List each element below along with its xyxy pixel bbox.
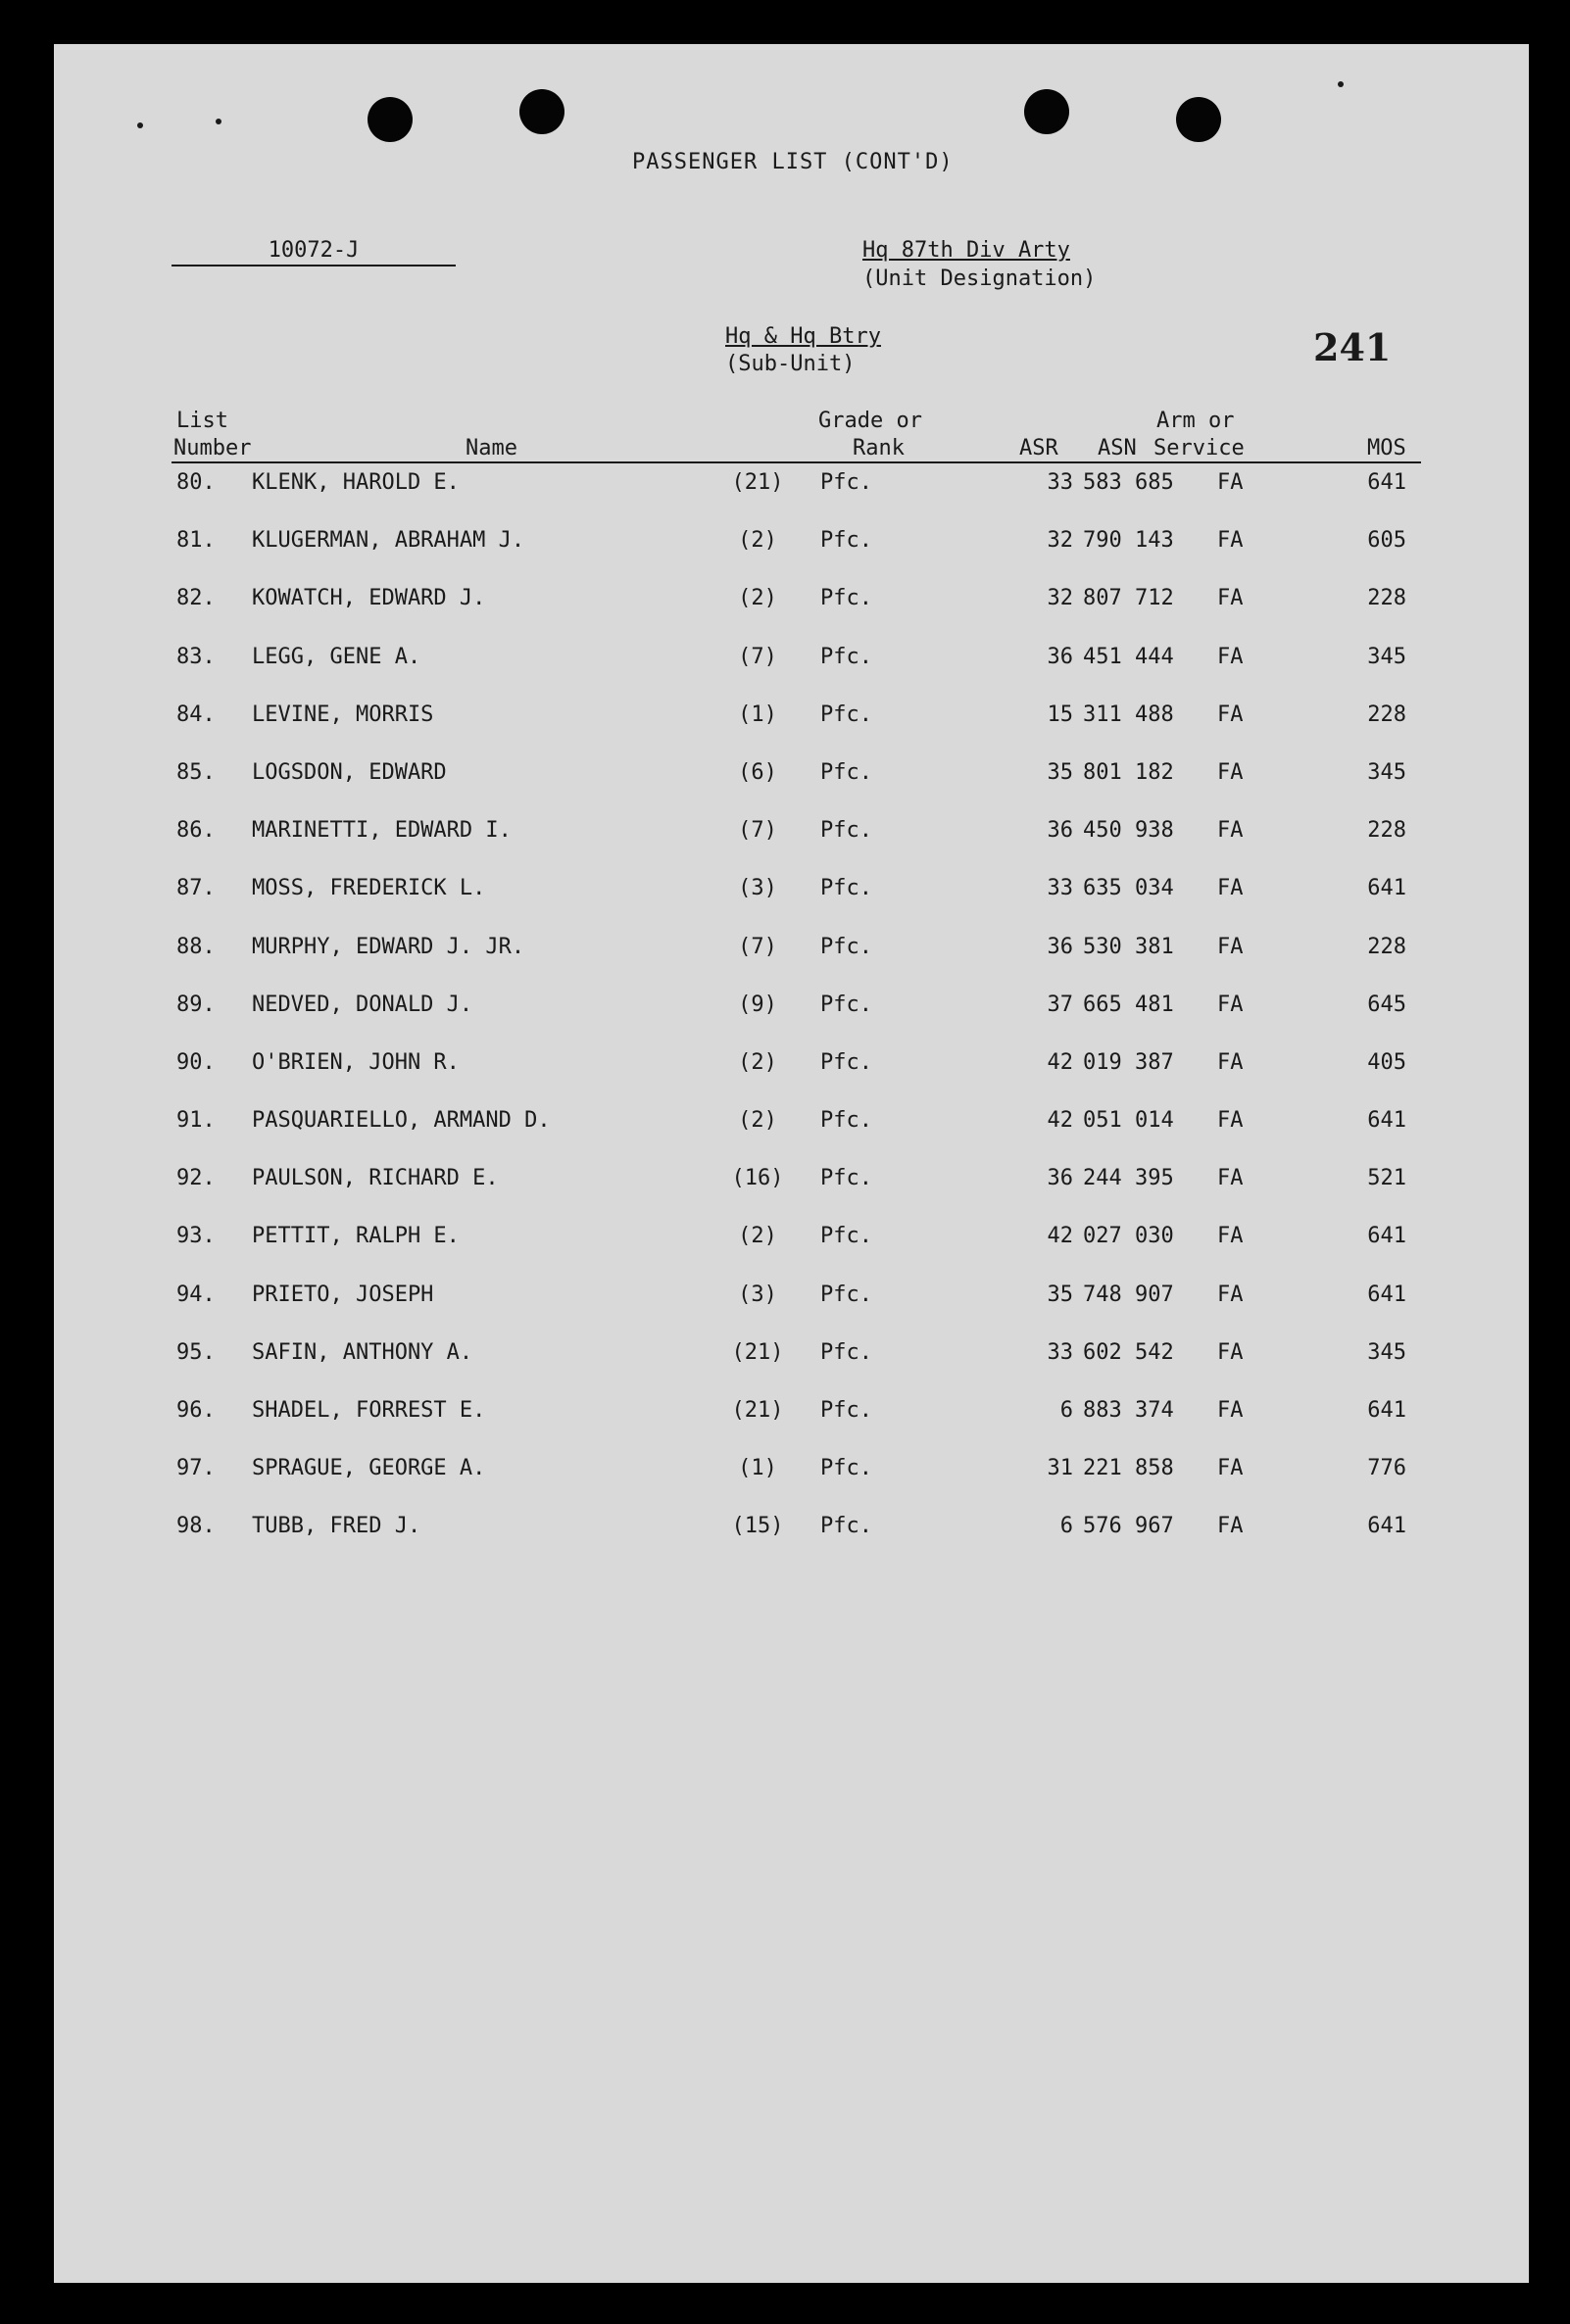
- mos-value: 641: [1367, 1514, 1406, 1539]
- table-row: [54, 989, 1529, 1046]
- asr-value: 32: [1047, 528, 1073, 554]
- arm-service: FA: [1217, 1339, 1244, 1365]
- arm-service: FA: [1217, 1398, 1244, 1423]
- asr-value: 36: [1047, 934, 1073, 959]
- table-row: [54, 1336, 1529, 1394]
- passenger-name: KLUGERMAN, ABRAHAM J.: [252, 528, 525, 554]
- code-number: (2): [738, 1049, 777, 1075]
- header-service: Service: [1153, 436, 1245, 460]
- arm-service: FA: [1217, 644, 1244, 669]
- asn-value: 807 712: [1083, 586, 1174, 611]
- grade-rank: Pfc.: [820, 470, 872, 495]
- list-number: 97.: [176, 1456, 216, 1481]
- list-number: 85.: [176, 759, 216, 785]
- header-asr: ASR: [1019, 436, 1058, 460]
- punch-hole: [1176, 97, 1221, 142]
- list-number: 82.: [176, 586, 216, 611]
- list-number: 87.: [176, 876, 216, 901]
- mos-value: 228: [1367, 818, 1406, 844]
- passenger-name: O'BRIEN, JOHN R.: [252, 1049, 460, 1075]
- arm-service: FA: [1217, 586, 1244, 611]
- table-row: [54, 641, 1529, 699]
- arm-service: FA: [1217, 702, 1244, 727]
- mos-value: 345: [1367, 1339, 1406, 1365]
- mos-value: 605: [1367, 528, 1406, 554]
- grade-rank: Pfc.: [820, 1398, 872, 1423]
- passenger-name: MARINETTI, EDWARD I.: [252, 818, 512, 844]
- arm-service: FA: [1217, 1224, 1244, 1249]
- list-number: 92.: [176, 1166, 216, 1191]
- mos-value: 641: [1367, 1398, 1406, 1423]
- code-number: (7): [738, 934, 777, 959]
- asr-value: 15: [1047, 702, 1073, 727]
- mos-value: 405: [1367, 1049, 1406, 1075]
- grade-rank: Pfc.: [820, 1456, 872, 1481]
- arm-service: FA: [1217, 992, 1244, 1017]
- unit-designation-caption: (Unit Designation): [862, 266, 1097, 291]
- asr-value: 33: [1047, 470, 1073, 495]
- asn-value: 530 381: [1083, 934, 1174, 959]
- ink-speck: [1338, 81, 1344, 87]
- document-title: PASSENGER LIST (CONT'D): [632, 150, 954, 174]
- list-number: 95.: [176, 1339, 216, 1365]
- list-number: 83.: [176, 644, 216, 669]
- asr-value: 6: [1059, 1398, 1073, 1423]
- passenger-name: MURPHY, EDWARD J. JR.: [252, 934, 525, 959]
- asr-value: 31: [1047, 1456, 1073, 1481]
- table-row: [54, 1394, 1529, 1452]
- code-number: (21): [731, 1398, 784, 1423]
- passenger-name: TUBB, FRED J.: [252, 1514, 421, 1539]
- passenger-name: LEVINE, MORRIS: [252, 702, 434, 727]
- code-number: (6): [738, 759, 777, 785]
- grade-rank: Pfc.: [820, 1514, 872, 1539]
- asr-value: 42: [1047, 1049, 1073, 1075]
- mos-value: 776: [1367, 1456, 1406, 1481]
- asn-value: 583 685: [1083, 470, 1174, 495]
- asn-value: 051 014: [1083, 1108, 1174, 1134]
- passenger-name: KOWATCH, EDWARD J.: [252, 586, 486, 611]
- arm-service: FA: [1217, 470, 1244, 495]
- grade-rank: Pfc.: [820, 818, 872, 844]
- asn-value: 451 444: [1083, 644, 1174, 669]
- table-row: [54, 872, 1529, 930]
- header-grade: Grade or: [818, 409, 922, 433]
- passenger-name: LEGG, GENE A.: [252, 644, 421, 669]
- passenger-name: PRIETO, JOSEPH: [252, 1282, 434, 1307]
- list-number: 96.: [176, 1398, 216, 1423]
- asn-value: 883 374: [1083, 1398, 1174, 1423]
- list-number: 93.: [176, 1224, 216, 1249]
- table-row: [54, 1162, 1529, 1220]
- table-row: [54, 1104, 1529, 1162]
- mos-value: 228: [1367, 934, 1406, 959]
- passenger-name: KLENK, HAROLD E.: [252, 470, 460, 495]
- passenger-name: NEDVED, DONALD J.: [252, 992, 473, 1017]
- asn-value: 019 387: [1083, 1049, 1174, 1075]
- code-number: (15): [731, 1514, 784, 1539]
- grade-rank: Pfc.: [820, 934, 872, 959]
- grade-rank: Pfc.: [820, 1224, 872, 1249]
- code-number: (7): [738, 644, 777, 669]
- grade-rank: Pfc.: [820, 1108, 872, 1134]
- code-number: (16): [731, 1166, 784, 1191]
- arm-service: FA: [1217, 1049, 1244, 1075]
- code-number: (2): [738, 1224, 777, 1249]
- list-number: 89.: [176, 992, 216, 1017]
- punch-hole: [368, 97, 413, 142]
- passenger-name: SPRAGUE, GEORGE A.: [252, 1456, 486, 1481]
- mos-value: 521: [1367, 1166, 1406, 1191]
- list-number: 81.: [176, 528, 216, 554]
- arm-service: FA: [1217, 1456, 1244, 1481]
- asr-value: 42: [1047, 1108, 1073, 1134]
- code-number: (2): [738, 528, 777, 554]
- ink-speck: [216, 119, 221, 124]
- asr-value: 37: [1047, 992, 1073, 1017]
- asr-value: 36: [1047, 644, 1073, 669]
- table-row: [54, 756, 1529, 814]
- asn-value: 748 907: [1083, 1282, 1174, 1307]
- table-row: [54, 1279, 1529, 1336]
- asr-value: 36: [1047, 818, 1073, 844]
- code-number: (1): [738, 702, 777, 727]
- asr-value: 33: [1047, 1339, 1073, 1365]
- passenger-name: PAULSON, RICHARD E.: [252, 1166, 499, 1191]
- asr-value: 6: [1059, 1514, 1073, 1539]
- code-number: (1): [738, 1456, 777, 1481]
- arm-service: FA: [1217, 876, 1244, 901]
- code-number: (2): [738, 586, 777, 611]
- ink-speck: [137, 122, 143, 128]
- asn-value: 221 858: [1083, 1456, 1174, 1481]
- table-row: [54, 1046, 1529, 1104]
- passenger-name: SAFIN, ANTHONY A.: [252, 1339, 473, 1365]
- asn-value: 576 967: [1083, 1514, 1174, 1539]
- grade-rank: Pfc.: [820, 586, 872, 611]
- grade-rank: Pfc.: [820, 1166, 872, 1191]
- code-number: (3): [738, 1282, 777, 1307]
- passenger-name: PASQUARIELLO, ARMAND D.: [252, 1108, 551, 1134]
- asr-value: 42: [1047, 1224, 1073, 1249]
- list-number: 90.: [176, 1049, 216, 1075]
- arm-service: FA: [1217, 528, 1244, 554]
- header-name: Name: [466, 436, 517, 460]
- arm-service: FA: [1217, 1108, 1244, 1134]
- asr-value: 35: [1047, 759, 1073, 785]
- header-number: Number: [173, 436, 252, 460]
- document-id: 10072-J: [172, 238, 456, 266]
- sub-unit-caption: (Sub-Unit): [725, 352, 856, 376]
- asn-value: 027 030: [1083, 1224, 1174, 1249]
- sub-unit: Hq & Hq Btry: [725, 324, 881, 349]
- table-row: [54, 931, 1529, 989]
- list-number: 80.: [176, 470, 216, 495]
- arm-service: FA: [1217, 1282, 1244, 1307]
- header-arm: Arm or: [1156, 409, 1235, 433]
- grade-rank: Pfc.: [820, 1339, 872, 1365]
- mos-value: 645: [1367, 992, 1406, 1017]
- header-asn: ASN: [1098, 436, 1137, 460]
- asn-value: 602 542: [1083, 1339, 1174, 1365]
- mos-value: 228: [1367, 702, 1406, 727]
- table-row: [54, 582, 1529, 640]
- document-page: [54, 44, 1529, 2283]
- grade-rank: Pfc.: [820, 1282, 872, 1307]
- code-number: (3): [738, 876, 777, 901]
- asn-value: 635 034: [1083, 876, 1174, 901]
- grade-rank: Pfc.: [820, 876, 872, 901]
- passenger-name: MOSS, FREDERICK L.: [252, 876, 486, 901]
- list-number: 84.: [176, 702, 216, 727]
- asr-value: 32: [1047, 586, 1073, 611]
- arm-service: FA: [1217, 1166, 1244, 1191]
- list-number: 98.: [176, 1514, 216, 1539]
- mos-value: 345: [1367, 644, 1406, 669]
- asr-value: 35: [1047, 1282, 1073, 1307]
- punch-hole: [519, 89, 564, 134]
- mos-value: 228: [1367, 586, 1406, 611]
- asn-value: 665 481: [1083, 992, 1174, 1017]
- list-number: 86.: [176, 818, 216, 844]
- header-mos: MOS: [1367, 436, 1406, 460]
- header-list: List: [176, 409, 228, 433]
- unit-designation: Hq 87th Div Arty: [862, 238, 1070, 263]
- table-row: [54, 814, 1529, 872]
- grade-rank: Pfc.: [820, 992, 872, 1017]
- grade-rank: Pfc.: [820, 1049, 872, 1075]
- arm-service: FA: [1217, 818, 1244, 844]
- asn-value: 790 143: [1083, 528, 1174, 554]
- grade-rank: Pfc.: [820, 528, 872, 554]
- asn-value: 450 938: [1083, 818, 1174, 844]
- passenger-name: LOGSDON, EDWARD: [252, 759, 447, 785]
- code-number: (2): [738, 1108, 777, 1134]
- mos-value: 641: [1367, 1282, 1406, 1307]
- list-number: 91.: [176, 1108, 216, 1134]
- mos-value: 641: [1367, 1224, 1406, 1249]
- table-row: [54, 466, 1529, 524]
- asn-value: 801 182: [1083, 759, 1174, 785]
- mos-value: 641: [1367, 1108, 1406, 1134]
- asn-value: 311 488: [1083, 702, 1174, 727]
- asr-value: 36: [1047, 1166, 1073, 1191]
- mos-value: 641: [1367, 470, 1406, 495]
- table-row: [54, 699, 1529, 756]
- table-row: [54, 1510, 1529, 1568]
- page-number: 241: [1313, 325, 1392, 369]
- code-number: (21): [731, 470, 784, 495]
- passenger-rows: [54, 466, 1529, 1569]
- code-number: (7): [738, 818, 777, 844]
- header-rule: [172, 461, 1421, 463]
- grade-rank: Pfc.: [820, 702, 872, 727]
- arm-service: FA: [1217, 1514, 1244, 1539]
- table-row: [54, 1220, 1529, 1278]
- arm-service: FA: [1217, 934, 1244, 959]
- code-number: (9): [738, 992, 777, 1017]
- mos-value: 641: [1367, 876, 1406, 901]
- asn-value: 244 395: [1083, 1166, 1174, 1191]
- mos-value: 345: [1367, 759, 1406, 785]
- table-row: [54, 1452, 1529, 1510]
- passenger-name: SHADEL, FORREST E.: [252, 1398, 486, 1423]
- punch-hole: [1024, 89, 1069, 134]
- table-row: [54, 524, 1529, 582]
- list-number: 94.: [176, 1282, 216, 1307]
- grade-rank: Pfc.: [820, 644, 872, 669]
- asr-value: 33: [1047, 876, 1073, 901]
- code-number: (21): [731, 1339, 784, 1365]
- header-rank: Rank: [853, 436, 905, 460]
- list-number: 88.: [176, 934, 216, 959]
- passenger-name: PETTIT, RALPH E.: [252, 1224, 460, 1249]
- grade-rank: Pfc.: [820, 759, 872, 785]
- arm-service: FA: [1217, 759, 1244, 785]
